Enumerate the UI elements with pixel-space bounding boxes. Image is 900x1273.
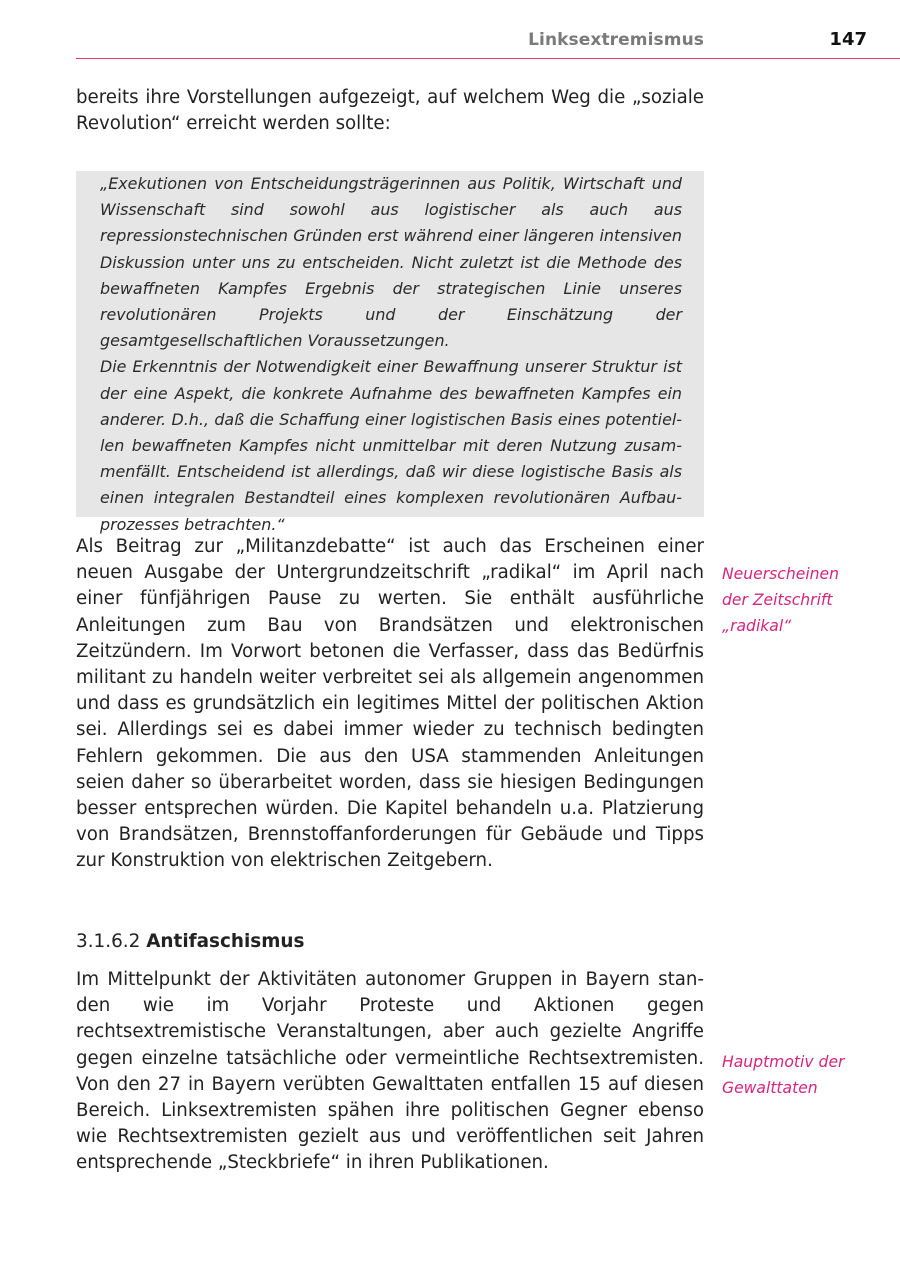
intro-paragraph: bereits ihre Vorstellungen aufgezeigt, auf welchem Weg die „soziale Revolution“ erreicht werden sollte:: [76, 87, 704, 135]
margin-note-line: Neuerscheinen: [722, 565, 840, 583]
margin-note-gewalttaten: [722, 1049, 897, 1101]
quote-block: [76, 171, 704, 534]
margin-note-line: „radikal“: [722, 617, 792, 636]
quote-paragraph-1: „Exekutionen von Entscheidungsträgerinnen aus Politik, Wirtschaft und Wissenschaft sind sowohl aus logistischer als auch aus repressionstechnischen Gründen erst während einer längeren intensiven Diskussion unter uns zu entscheiden. Nicht zuletzt ist die Methode des bewaffneten Kampfes Ergebnis der strategischen Linie unseres revolutionären Projekts und der Einschätzung der gesamtgesellschaftlichen Voraussetzungen.: [100, 174, 682, 351]
margin-note-line: Hauptmotiv der: [722, 1053, 845, 1071]
quote-paragraph-2: Die Erkenntnis der Notwendigkeit einer Bewaffnung unserer Struktur ist der eine Aspekt, die konkrete Aufnahme des bewaffneten Kampfes ein anderer. D.h., daß die Schaffung einer logistischen Basis eines potentiellen bewaffneten Kampfes nicht unmittelbar mit deren Nutzung zusammenfällt. Entscheidend ist allerdings, daß wir diese logistische Basis als einen integralen Bestandteil eines komplexen revolutionären Aufbauprozesses betrachten.“: [100, 357, 682, 534]
margin-note-radikal: [722, 561, 897, 640]
section-title: Antifaschismus: [146, 931, 305, 952]
section-number: 3.1.6.2: [76, 931, 141, 952]
running-header: [76, 28, 900, 59]
paragraph-radikal: Als Beitrag zur „Militanzdebatte“ ist auch das Erscheinen einer neuen Ausgabe der Untergrundzeitschrift „radikal“ im April nach einer fünfjährigen Pause zu werten. Sie enthält ausführliche Anleitungen zum Bau von Brandsätzen und elektronischen Zeitzündern. Im Vorwort betonen die Verfasser, dass das Bedürfnis militant zu handeln weiter verbreitet sei als allgemein angenommen und dass es grundsätzlich ein legitimes Mittel der politischen Aktion sei. Allerdings sei es dabei immer wieder zu technisch bedingten Fehlern gekommen. Die aus den USA stammenden Anleitungen seien daher so überarbeitet worden, dass sie hiesigen Bedingungen besser entsprechen würden. Die Kapitel behandeln u.a. Platzierung von Brandsätzen, Brennstoffanforderungen für Gebäude und Tipps zur Konstruktion von elektrischen Zeitgebern.: [76, 536, 704, 872]
paragraph-antifaschismus: Im Mittelpunkt der Aktivitäten autonomer Gruppen in Bayern standen wie im Vorjahr Proteste und Aktionen gegen rechtsextremistische Veranstaltungen, aber auch gezielte Angriffe gegen einzelne tatsächliche oder vermeintliche Rechtsextremisten. Von den 27 in Bayern verübten Gewalttaten entfallen 15 auf diesen Bereich. Linksextremisten spähen ihre politischen Gegner ebenso wie Rechtsextremisten gezielt aus und veröffentlichen seit Jahren entsprechende „Steckbriefe“ in ihren Publikationen.: [76, 969, 704, 1174]
margin-note-line: Gewalttaten: [722, 1079, 818, 1098]
section-heading: [76, 929, 304, 955]
margin-note-line: der Zeitschrift: [722, 591, 833, 610]
chapter-title: Linksextremismus: [528, 30, 704, 50]
page-number: 147: [829, 29, 867, 50]
